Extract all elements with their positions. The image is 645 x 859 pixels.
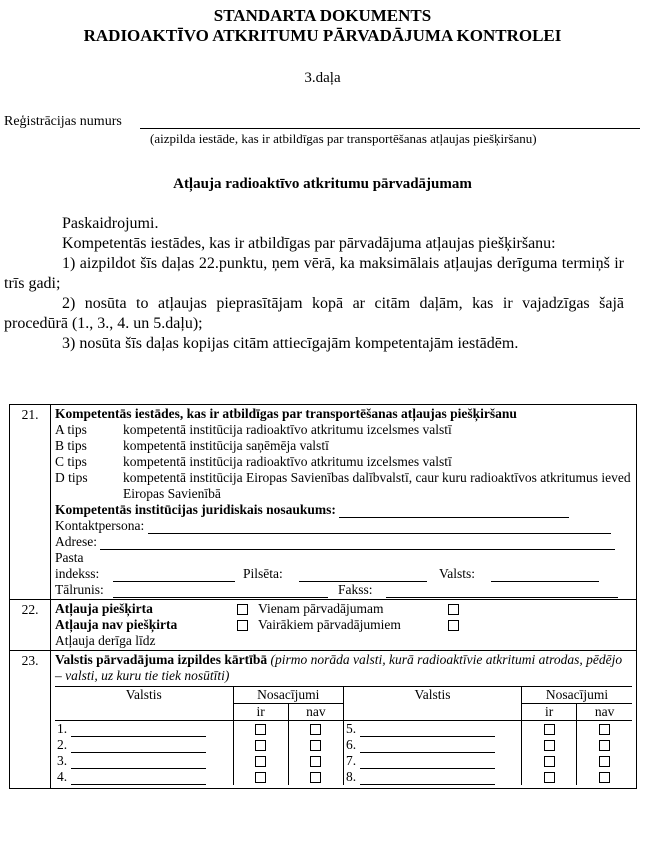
registration-note: (aizpilda iestāde, kas ir atbildīgas par transportēšanas atļaujas piešķiršanu) [150, 131, 537, 146]
phone-label: Tālrunis: [55, 582, 104, 597]
section-23 [51, 651, 637, 789]
no-checkbox[interactable] [310, 756, 321, 767]
row-number: 7. [345, 753, 357, 768]
granted-checkbox[interactable] [237, 604, 248, 615]
type-text: kompetentā institūcija Eiropas Savienības dalībvalstī, caur kuru radioaktīvos atkritumus ieved Eiropas Savienībā [123, 470, 631, 501]
no-checkbox[interactable] [599, 724, 610, 735]
fax-label: Fakss: [338, 582, 373, 597]
explanations-heading: Paskaidrojumi. [62, 215, 159, 232]
address-field[interactable] [100, 537, 615, 550]
row-number: 8. [345, 769, 357, 784]
yes-checkbox[interactable] [544, 724, 555, 735]
section-23-note: (pirmo norāda valsti, kurā radioaktīvie atkritumi atrodas, pēdējo – valsti, uz kuru tie tiek nosūtīti) [55, 652, 623, 683]
form-title: Atļauja radioaktīvo atkritumu pārvadājumam [173, 176, 472, 192]
country-label: Valsts: [439, 566, 476, 581]
country-field[interactable] [71, 756, 206, 769]
explanation-item-3: 3) nosūta šīs daļas kopijas citām attiecīgajām kompetentajām iestādēm. [62, 335, 519, 352]
explanation-item-1: 1) aizpildot šīs daļas 22.punktu, ņem vērā, ka maksimālais atļaujas derīguma termiņš ir trīs gadi; [4, 255, 624, 292]
type-row [55, 454, 632, 470]
country-field[interactable] [71, 772, 206, 785]
registration-number-field[interactable] [140, 128, 640, 129]
multiple-transport-label: Vairākiem pārvadājumiem [258, 617, 401, 632]
section-23-heading: Valstis pārvadājuma izpildes kārtībā [55, 652, 268, 667]
granted-label: Atļauja piešķirta [55, 601, 153, 616]
type-label: A tips [55, 422, 87, 437]
no-checkbox[interactable] [599, 756, 610, 767]
city-label: Pilsēta: [243, 566, 283, 581]
explanation-item-2: 2) nosūta to atļaujas pieprasītājam kopā ar citām daļām, kas ir vajadzīgas šajā procedūrā (1., 3., 4. un 5.daļu); [4, 295, 624, 332]
yes-checkbox[interactable] [544, 740, 555, 751]
fax-field[interactable] [386, 585, 618, 598]
conditions-header-left: Nosacījumi [233, 687, 343, 704]
single-transport-checkbox[interactable] [448, 604, 459, 615]
no-checkbox[interactable] [310, 740, 321, 751]
countries-header-right: Valstis [343, 687, 521, 704]
type-row [55, 470, 632, 502]
section-22 [51, 600, 637, 651]
yes-checkbox[interactable] [255, 772, 266, 783]
country-field[interactable] [360, 756, 495, 769]
section-23-number: 23. [10, 651, 51, 789]
row-number: 4. [57, 769, 68, 784]
country-row [55, 769, 632, 785]
legal-name-field[interactable] [339, 505, 569, 518]
row-number: 2. [57, 737, 68, 752]
document-type-title: STANDARTA DOKUMENTS [213, 6, 432, 25]
type-row [55, 438, 632, 454]
phone-field[interactable] [113, 585, 328, 598]
part-label: 3.daļa [304, 70, 341, 86]
country-row [55, 737, 632, 753]
no-checkbox[interactable] [310, 772, 321, 783]
row-number: 5. [345, 721, 357, 736]
yes-checkbox[interactable] [255, 740, 266, 751]
single-transport-label: Vienam pārvadājumam [258, 601, 384, 616]
type-label: C tips [55, 454, 87, 469]
yes-checkbox[interactable] [544, 756, 555, 767]
yes-checkbox[interactable] [255, 724, 266, 735]
country-field[interactable] [360, 772, 495, 785]
not-granted-label: Atļauja nav piešķirta [55, 617, 178, 632]
row-number: 3. [57, 753, 68, 768]
country-field[interactable] [360, 740, 495, 753]
country-row [55, 721, 632, 738]
type-text: kompetentā institūcija radioaktīvo atkritumu izcelsmes valstī [123, 422, 452, 437]
section-21-heading: Kompetentās iestādes, kas ir atbildīgas par transportēšanas atļaujas piešķiršanu [55, 406, 517, 421]
type-text: kompetentā institūcija radioaktīvo atkritumu izcelsmes valstī [123, 454, 452, 469]
city-field[interactable] [299, 569, 427, 582]
no-checkbox[interactable] [310, 724, 321, 735]
row-number: 1. [57, 721, 68, 736]
type-label: D tips [55, 470, 88, 485]
no-header: nav [288, 704, 343, 721]
contact-field[interactable] [148, 521, 611, 534]
document-subject-title: RADIOAKTĪVO ATKRITUMU PĀRVADĀJUMA KONTROLEI [83, 26, 562, 45]
contact-label: Kontaktpersona: [55, 518, 145, 533]
row-number: 6. [345, 737, 357, 752]
country-field[interactable] [360, 724, 495, 737]
form-table [9, 404, 637, 789]
section-21-number: 21. [10, 405, 51, 600]
section-22-number: 22. [10, 600, 51, 651]
registration-label: Reģistrācijas numurs [4, 114, 122, 129]
country-row [55, 753, 632, 769]
postal-code-field[interactable] [113, 569, 235, 582]
no-checkbox[interactable] [599, 740, 610, 751]
legal-name-label: Kompetentās institūcijas juridiskais nosaukums: [55, 502, 336, 517]
type-row [55, 422, 632, 438]
yes-header: ir [233, 704, 288, 721]
yes-checkbox[interactable] [544, 772, 555, 783]
explanations-intro: Kompetentās iestādes, kas ir atbildīgas par pārvadājuma atļaujas piešķiršanu: [62, 235, 556, 252]
valid-until-label: Atļauja derīga līdz [55, 633, 156, 648]
country-field[interactable] [71, 724, 206, 737]
postal-label-2: indekss: [55, 566, 100, 581]
not-granted-checkbox[interactable] [237, 620, 248, 631]
yes-checkbox[interactable] [255, 756, 266, 767]
conditions-header-right: Nosacījumi [522, 687, 633, 704]
no-checkbox[interactable] [599, 772, 610, 783]
yes-header: ir [522, 704, 577, 721]
countries-header-left: Valstis [55, 687, 233, 704]
explanations [4, 214, 624, 354]
no-header: nav [577, 704, 632, 721]
section-21 [51, 405, 637, 600]
multiple-transport-checkbox[interactable] [448, 620, 459, 631]
type-label: B tips [55, 438, 87, 453]
country-field[interactable] [491, 569, 599, 582]
countries-table [55, 686, 632, 785]
country-field[interactable] [71, 740, 206, 753]
address-label: Adrese: [55, 534, 97, 549]
type-text: kompetentā institūcija saņēmēja valstī [123, 438, 329, 453]
postal-label-1: Pasta [55, 550, 84, 565]
